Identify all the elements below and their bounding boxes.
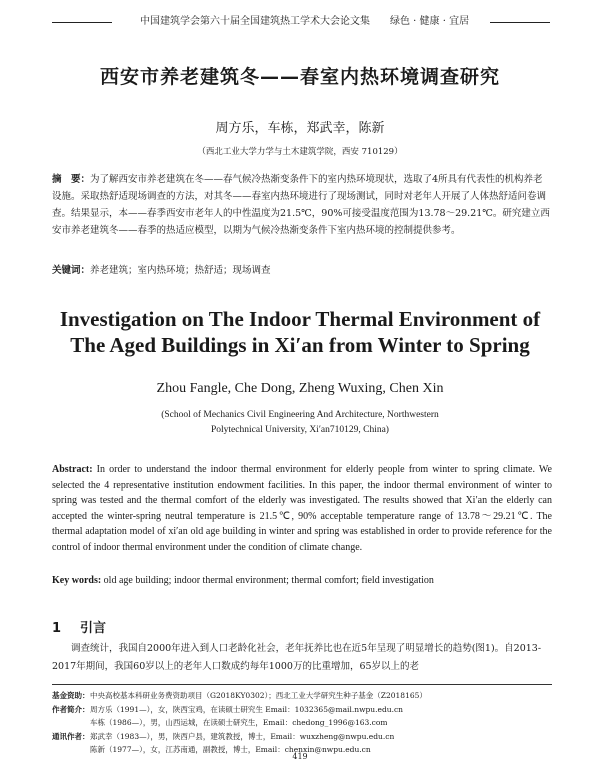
- abstract-chinese-label: 摘 要：: [52, 174, 91, 185]
- footnote-text: 周方乐（1991—），女，陕西宝鸡，在读硕士研究生 Email：1032365@mail.nwpu.edu.cn: [90, 704, 403, 714]
- title-english-line-1: Investigation on The Indoor Thermal Environment of: [59, 307, 541, 331]
- footnote-text: 陈新（1977—），女，江苏南通，副教授，博士，Email：chenxin@nwpu.edu.cn: [90, 745, 371, 754]
- footnote-text: 郑武幸（1983—），男，陕西户县，建筑教授，博士，Email：wuxzheng@nwpu.edu.cn: [90, 731, 395, 741]
- keywords-english: [52, 575, 552, 586]
- affiliation-chinese: （西北工业大学力学与土木建筑学院，西安 710129）: [197, 147, 403, 157]
- footnote-corresponding-1: [52, 730, 552, 744]
- section-heading: [52, 617, 106, 636]
- header-rule-left: [52, 22, 112, 23]
- footnote-text: 中央高校基本科研业务费资助项目（G2018KY0302）；西北工业大学研究生种子基金（Z2018165）: [90, 691, 427, 700]
- title-english: [0, 306, 600, 358]
- abstract-chinese-text: 为了解西安市养老建筑在冬——春气候冷热渐变条件下的室内热环境现状，选取了4所具有代表性的机构养老设施。采取热舒适现场调查的方法，对其冬——春室内热环境进行了现场测试，同时对老年人开展了人体热舒适问卷调查。结果显示，本——春季西安市老年人的中性温度为21.5℃，90%可接受温度范围为13.78～29.21℃。研究建立西安市养老建筑冬——春季的热适应模型，以期为气候冷热渐变条件下室内热环境的控制提供参考。: [52, 174, 550, 236]
- footnote-label: 通讯作者：: [52, 731, 90, 741]
- footnote-divider: [52, 684, 552, 685]
- footnote-funding: [52, 689, 552, 703]
- abstract-english-label: Abstract:: [52, 464, 93, 475]
- section-number: 1: [52, 621, 62, 636]
- keywords-chinese-label: 关键词：: [52, 265, 91, 276]
- section-title: 引言: [80, 621, 107, 636]
- title-english-line-2: The Aged Buildings in Xi′an from Winter to Spring: [70, 333, 530, 357]
- page-number: 419: [292, 752, 308, 761]
- intro-paragraph: 调查统计，我国自2000年进入到人口老龄化社会，老年抚养比也在近5年呈现了明显增长的趋势(图1)。自2013-2017年期间，我国60岁以上的老年人口数成约每年1000万的比重增加，65岁以上的老: [52, 643, 542, 672]
- title-chinese: 西安市养老建筑冬——春室内热环境调查研究: [99, 66, 500, 88]
- footnote-label: 基金资助：: [52, 691, 90, 700]
- footnote-author-2: [52, 716, 552, 730]
- keywords-english-text: old age building; indoor thermal environment; thermal comfort; field investigation: [101, 575, 434, 586]
- header-text-right: 绿色 · 健康 · 宜居: [390, 16, 470, 27]
- footnote-label: 作者简介：: [52, 704, 90, 714]
- affiliation-english-line-2: Polytechnical University, Xi′an710129, China): [211, 425, 389, 435]
- header-text-left: 中国建筑学会第六十届全国建筑热工学术大会论文集: [140, 16, 370, 27]
- abstract-chinese: [52, 171, 552, 239]
- running-header: [0, 12, 600, 26]
- header-rule-right: [490, 22, 550, 23]
- abstract-english: [52, 462, 552, 555]
- footnotes: [52, 689, 552, 757]
- affiliation-english: [0, 408, 600, 438]
- authors-chinese: 周方乐，车栋，郑武幸，陈新: [215, 121, 385, 136]
- abstract-english-text: In order to understand the indoor thermal environment for elderly people from winter to spring climate. We selected the 4 representative institution endowment facilities. In this paper, the indoor thermal environment of winter to spring was tested and the thermal comfort of the elderly was investigated. The results showed that Xi′an the elderly can accepted the winter-spring neutral temperature is 21.5℃, 90% acceptable temperature range of 13.78～29.21℃. The thermal adaptation model of xi′an old age building in winter and spring was established in order to provide reference for the control of indoor thermal environment under the condition of climate change.: [52, 464, 552, 553]
- keywords-chinese-text: 养老建筑；室内热环境；热舒适；现场调查: [90, 265, 271, 276]
- footnote-author-1: [52, 703, 552, 717]
- keywords-english-label: Key words:: [52, 575, 102, 586]
- footnote-text: 车栋（1986—），男，山西运城，在读硕士研究生，Email：chedong_1996@163.com: [90, 718, 388, 727]
- authors-english: Zhou Fangle, Che Dong, Zheng Wuxing, Chen Xin: [156, 381, 444, 396]
- footnote-label: [52, 716, 90, 730]
- affiliation-english-line-1: (School of Mechanics Civil Engineering And Architecture, Northwestern: [161, 410, 439, 420]
- keywords-chinese: [52, 262, 552, 276]
